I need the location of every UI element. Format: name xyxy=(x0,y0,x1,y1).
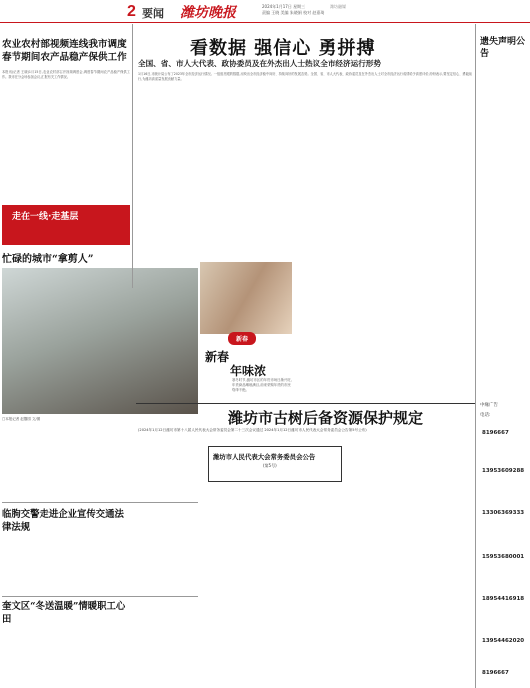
announce-box xyxy=(208,446,342,482)
section-label: 要闻 xyxy=(142,7,164,20)
header-date: 2024年1月17日 星期三 xyxy=(262,4,306,9)
law-headline: 潍坊市古树后备资源保护规定 xyxy=(228,409,424,427)
announce-number: (第5号) xyxy=(263,463,277,468)
lead-headline: 看数据 强信心 勇拼搏 xyxy=(190,38,376,59)
spring-title-1: 新春 xyxy=(205,350,230,364)
right-column-divider xyxy=(475,24,476,688)
phone-number: 13953609288 xyxy=(482,468,525,474)
phone-number: 13306369333 xyxy=(482,510,525,516)
brand-logo: 潍坊晚报 xyxy=(180,5,236,21)
left-article-title-3: 奎文区“冬送温暖”情暖职工心田 xyxy=(2,601,126,625)
phone-number: 18954416918 xyxy=(482,596,525,602)
phone-number: 8196667 xyxy=(482,430,509,436)
header-editors: 责编 王晓 美编 朱晓娟 校对 赵嘉琦 xyxy=(262,10,325,15)
photo-caption: □本报记者 赵馨园 文/图 xyxy=(2,417,41,421)
ad-label: 中缘广告 xyxy=(480,403,498,408)
phone-number: 8196667 xyxy=(482,670,509,676)
page-header xyxy=(0,0,530,22)
spring-badge: 新春 xyxy=(228,332,256,345)
announce-title: 潍坊市人民代表大会常务委员会公告 xyxy=(213,453,316,461)
lead-body: 1月16日,市统计局公布了2023年全市经济运行情况。一组组亮眼的数据,反映出全市经济稳中向好、持续向好的发展态势。全国、省、市人大代表、政协委员及在外杰出人士对全市经济运行成绩给予高度评价,纷纷表示,要坚定信心、勇毅前行,为潍坊高质量发展贡献力量。 xyxy=(138,72,472,81)
law-body-col-2 xyxy=(250,484,360,686)
page-number: 2 xyxy=(127,3,136,20)
grassroots-banner xyxy=(2,205,130,245)
left-column-divider xyxy=(132,24,133,288)
law-body-col-3 xyxy=(362,442,472,686)
law-intro: (2024年1月12日潍坊市第十八届人民代表大会常务委员会第二十三次会议通过 2024年1月12日潍坊市人民代表大会常务委员会公告第5号公布) xyxy=(138,428,367,432)
banner-subtitle: 忙碌的城市“拿剪人” xyxy=(2,254,94,265)
phone-number: 13954462020 xyxy=(482,638,525,644)
left-article-title: 农业农村部视频连线我市调度春节期间农产品稳产保供工作 xyxy=(2,39,127,63)
header-sub-brand: 潍坊融媒 xyxy=(330,4,346,9)
left-article-title-2: 临朐交警走进企业宣传交通法律法规 xyxy=(2,509,124,533)
phone-label: 电话: xyxy=(480,413,491,418)
header-rule xyxy=(0,22,530,23)
lead-body-continued xyxy=(296,262,472,394)
lead-subhead: 全国、省、市人大代表、政协委员及在外杰出人士热议全市经济运行形势 xyxy=(138,59,381,68)
notice-title: 遗失声明公告 xyxy=(480,37,526,59)
worker-photo xyxy=(2,268,198,414)
left-article-body: 本报讯(记者 王晓)1月15日,农业农村部召开视频调度会,调度春节期间农产品稳产保供工作。我市在分会场参加会议,汇报有关工作情况。 xyxy=(2,70,130,79)
phone-number: 15953680001 xyxy=(482,554,525,560)
market-photo xyxy=(200,262,292,334)
banner-title: 走在一线·走基层 xyxy=(12,212,79,222)
notice-body xyxy=(479,74,529,394)
law-top-rule xyxy=(136,403,476,404)
spring-title-2: 年味浓 xyxy=(230,364,267,378)
spring-caption: 寒冬时节,潍坊市区的年货市场日渐兴旺,年货商品琳琅满目,前来采购年货的市民络绎不绝。 xyxy=(232,378,292,392)
